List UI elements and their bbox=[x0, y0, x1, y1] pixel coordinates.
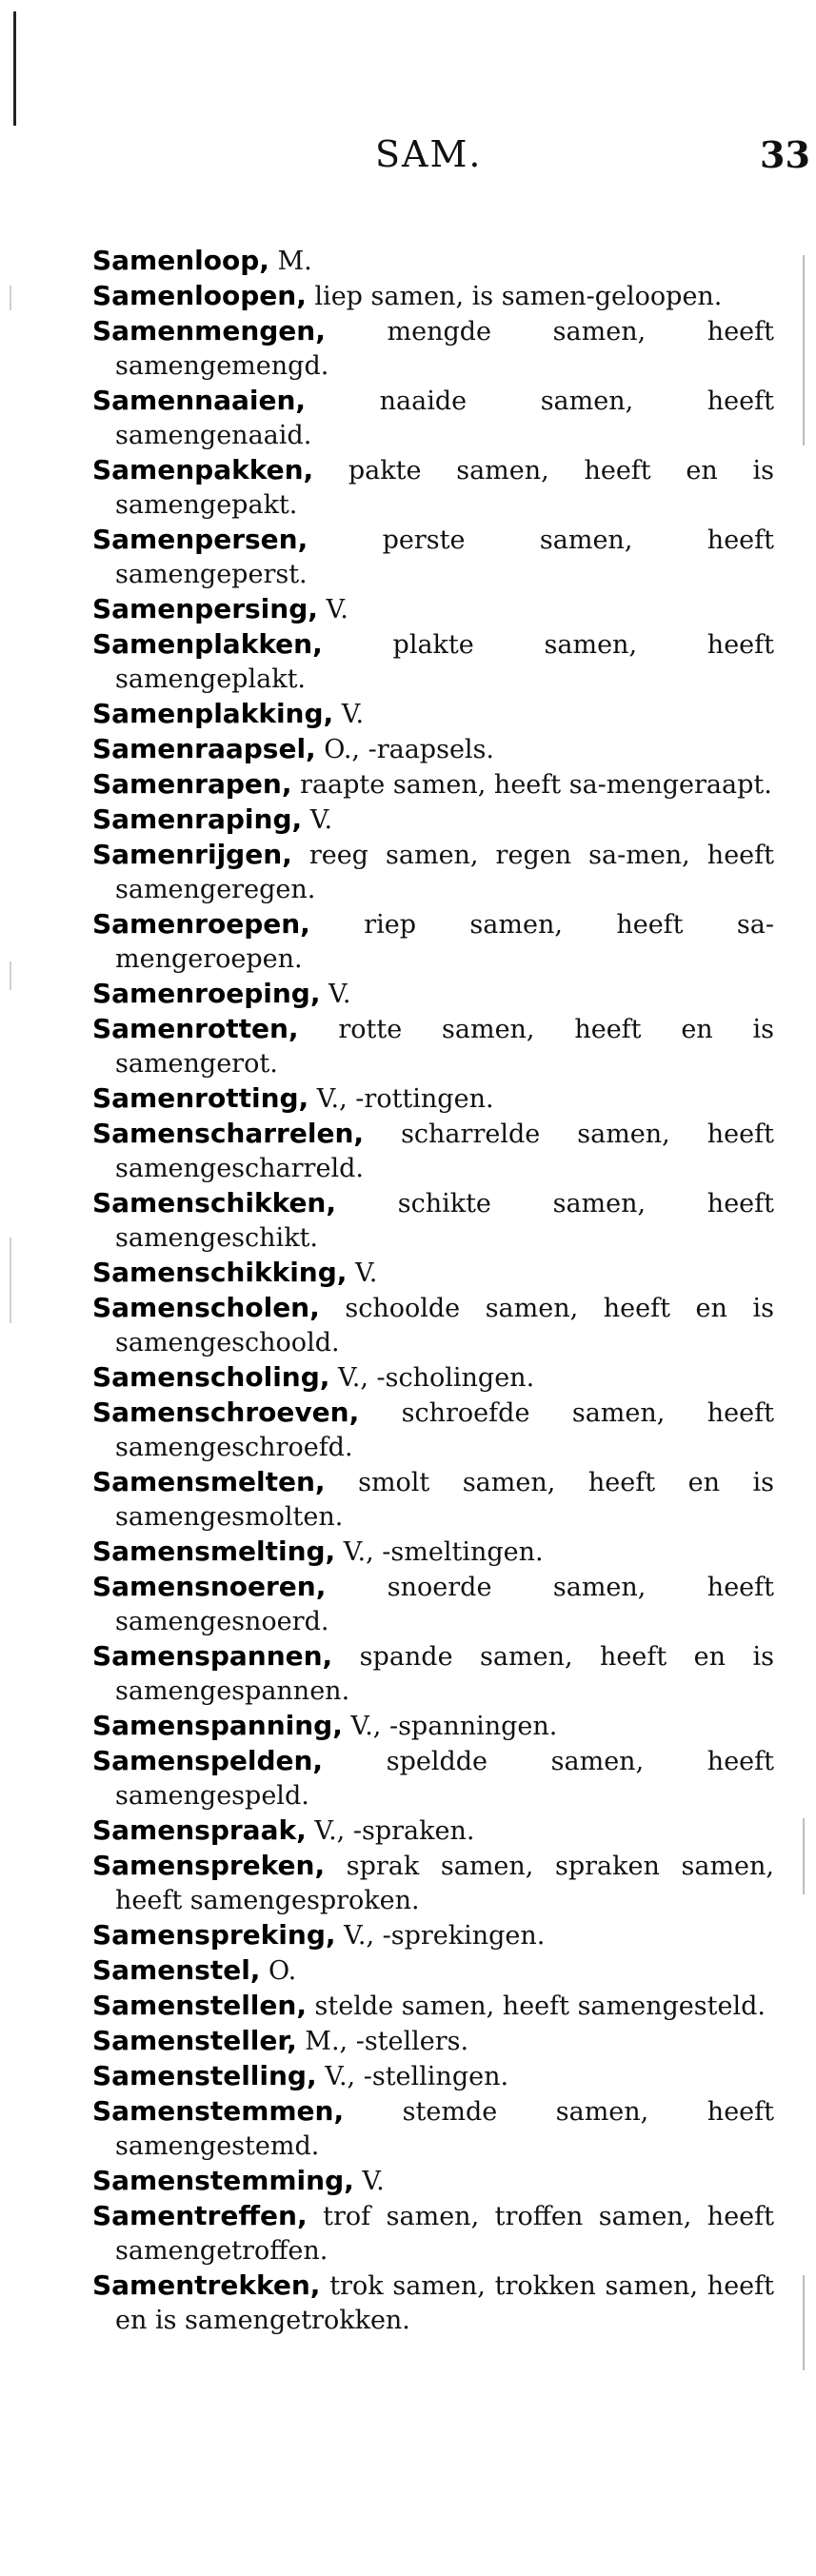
entry-definition: schoolde samen, heeft en is samengeschoold. bbox=[115, 1294, 774, 1357]
dictionary-entry bbox=[92, 907, 774, 977]
dictionary-entry bbox=[92, 1012, 774, 1081]
dictionary-entry bbox=[92, 1744, 774, 1813]
entry-definition: M., -stellers. bbox=[296, 2027, 469, 2056]
headword: Samenroepen, bbox=[92, 908, 310, 940]
entry-definition: raapte samen, heeft sa-mengeraapt. bbox=[291, 770, 772, 800]
headword: Samenrapen, bbox=[92, 768, 292, 800]
headword: Samenschroeven, bbox=[92, 1397, 360, 1428]
headword: Samenloopen, bbox=[92, 280, 307, 311]
headword: Samensmelten, bbox=[92, 1466, 326, 1497]
dictionary-entry bbox=[92, 1535, 774, 1570]
entry-definition: M. bbox=[269, 247, 312, 276]
headword: Samenrotten, bbox=[92, 1013, 299, 1044]
entry-definition: spande samen, heeft en is samengespannen. bbox=[115, 1642, 774, 1706]
entry-definition: schikte samen, heeft samengeschikt. bbox=[115, 1189, 774, 1253]
dictionary-entry bbox=[92, 1117, 774, 1186]
entry-definition: V., -smeltingen. bbox=[335, 1537, 544, 1567]
margin-mark bbox=[10, 961, 11, 990]
dictionary-entry bbox=[92, 2059, 774, 2094]
entry-definition: stemde samen, heeft samengestemd. bbox=[115, 2097, 774, 2161]
entry-definition: scharrelde samen, heeft samengescharreld. bbox=[115, 1120, 774, 1183]
entry-definition: V., -rottingen. bbox=[308, 1084, 494, 1114]
entry-definition: snoerde samen, heeft samengesnoerd. bbox=[115, 1573, 774, 1636]
dictionary-entry bbox=[92, 453, 774, 523]
dictionary-entry bbox=[92, 1256, 774, 1291]
headword: Samenpersing, bbox=[92, 593, 318, 624]
entry-definition: plakte samen, heeft samengeplakt. bbox=[115, 630, 774, 694]
headword: Samensnoeren, bbox=[92, 1571, 327, 1602]
dictionary-entry bbox=[92, 1081, 774, 1117]
entry-definition: V. bbox=[302, 805, 333, 835]
dictionary-entry bbox=[92, 2094, 774, 2164]
headword: Samenroeping, bbox=[92, 978, 321, 1009]
entry-definition: reeg samen, regen sa-men, heeft samengeregen. bbox=[115, 841, 774, 904]
entry-definition: V., -sprekingen. bbox=[335, 1921, 546, 1951]
dictionary-entry bbox=[92, 1186, 774, 1256]
headword: Samenpakken, bbox=[92, 454, 314, 485]
entry-definition: naaide samen, heeft samengenaaid. bbox=[115, 386, 774, 450]
dictionary-entry bbox=[92, 1709, 774, 1744]
entry-definition: O., -raapsels. bbox=[315, 735, 495, 764]
entry-definition: O. bbox=[260, 1956, 297, 1986]
headword: Samenscholen, bbox=[92, 1292, 320, 1323]
dictionary-entry bbox=[92, 314, 774, 384]
dictionary-entry bbox=[92, 2164, 774, 2199]
margin-mark bbox=[10, 1238, 11, 1323]
dictionary-entry bbox=[92, 803, 774, 838]
dictionary-entry bbox=[92, 1291, 774, 1360]
headword: Samenspanning, bbox=[92, 1710, 343, 1741]
headword: Samenplakking, bbox=[92, 698, 334, 729]
entry-definition: V., -spanningen. bbox=[342, 1712, 558, 1741]
entry-definition: rotte samen, heeft en is samengerot. bbox=[115, 1015, 774, 1079]
dictionary-entry bbox=[92, 1360, 774, 1396]
headword: Samenloop, bbox=[92, 245, 269, 276]
dictionary-entry bbox=[92, 523, 774, 592]
dictionary-entry bbox=[92, 1396, 774, 1465]
headword: Samenscharrelen, bbox=[92, 1118, 365, 1149]
headword: Samenstemmen, bbox=[92, 2095, 345, 2127]
entry-definition: stelde samen, heeft samengesteld. bbox=[306, 1991, 766, 2021]
headword: Samenspreking, bbox=[92, 1919, 336, 1951]
entry-definition: V. bbox=[353, 2167, 385, 2196]
dictionary-entry bbox=[92, 2199, 774, 2269]
entry-definition: V., -spraken. bbox=[306, 1816, 475, 1846]
running-head: SAM. bbox=[375, 133, 483, 175]
headword: Samenspraak, bbox=[92, 1814, 307, 1846]
entry-definition: V. bbox=[320, 980, 351, 1009]
entry-definition: trof samen, troffen samen, heeft samengetroffen. bbox=[115, 2202, 774, 2266]
headword: Samenpersen, bbox=[92, 524, 308, 555]
headword: Samenspannen, bbox=[92, 1640, 333, 1672]
entry-definition: V. bbox=[317, 595, 348, 624]
dictionary-entry bbox=[92, 1918, 774, 1953]
dictionary-entry bbox=[92, 1849, 774, 1918]
dictionary-entry bbox=[92, 384, 774, 453]
headword: Samenraping, bbox=[92, 803, 303, 835]
headword: Samenrijgen, bbox=[92, 839, 292, 870]
entry-definition: sprak samen, spraken samen, heeft samengesproken. bbox=[115, 1852, 774, 1915]
left-edge-rule bbox=[13, 11, 16, 126]
dictionary-entry bbox=[92, 1813, 774, 1849]
headword: Samentrekken, bbox=[92, 2269, 321, 2301]
entry-definition: trok samen, trokken samen, heeft en is samengetrokken. bbox=[115, 2271, 774, 2335]
headword: Samenscholing, bbox=[92, 1361, 330, 1393]
margin-mark bbox=[10, 286, 11, 310]
entry-definition: perste samen, heeft samengeperst. bbox=[115, 525, 774, 589]
headword: Samenschikken, bbox=[92, 1187, 337, 1219]
page-header bbox=[0, 133, 816, 190]
entry-definition: V., -scholingen. bbox=[329, 1363, 535, 1393]
headword: Samenspelden, bbox=[92, 1745, 324, 1776]
dictionary-entry bbox=[92, 1639, 774, 1709]
margin-rule bbox=[803, 255, 805, 446]
dictionary-entry bbox=[92, 1953, 774, 1989]
headword: Samennaaien, bbox=[92, 385, 307, 416]
headword: Samenrotting, bbox=[92, 1082, 309, 1114]
margin-rule bbox=[803, 2275, 805, 2370]
entry-definition: smolt samen, heeft en is samengesmolten. bbox=[115, 1468, 774, 1532]
headword: Samenmengen, bbox=[92, 315, 326, 347]
entry-definition: speldde samen, heeft samengespeld. bbox=[115, 1747, 774, 1811]
dictionary-entry bbox=[92, 1570, 774, 1639]
margin-rule bbox=[803, 1818, 805, 1894]
entry-definition: schroefde samen, heeft samengeschroefd. bbox=[115, 1398, 774, 1462]
entry-definition: V., -stellingen. bbox=[316, 2062, 509, 2091]
headword: Samenschikking, bbox=[92, 1257, 348, 1288]
headword: Samenraapsel, bbox=[92, 733, 316, 764]
dictionary-entry bbox=[92, 838, 774, 907]
headword: Samentreffen, bbox=[92, 2200, 308, 2231]
entry-definition: V. bbox=[333, 700, 365, 729]
dictionary-entry bbox=[92, 244, 774, 279]
entry-definition: liep samen, is samen-geloopen. bbox=[306, 282, 723, 311]
entry-definition: mengde samen, heeft samengemengd. bbox=[115, 317, 774, 381]
dictionary-entry bbox=[92, 1465, 774, 1535]
dictionary-entry bbox=[92, 767, 774, 803]
dictionary-entry bbox=[92, 732, 774, 767]
headword: Samenstemming, bbox=[92, 2165, 354, 2196]
page-number: 33 bbox=[760, 133, 810, 176]
headword: Samensmelting, bbox=[92, 1536, 336, 1567]
headword: Samensteller, bbox=[92, 2025, 297, 2056]
dictionary-entry bbox=[92, 279, 774, 314]
dictionary-entry bbox=[92, 977, 774, 1012]
entry-definition: V. bbox=[347, 1258, 378, 1288]
headword: Samenstellen, bbox=[92, 1990, 307, 2021]
dictionary-entry bbox=[92, 592, 774, 627]
dictionary-entry bbox=[92, 697, 774, 732]
headword: Samenplakken, bbox=[92, 628, 323, 660]
dictionary-entry bbox=[92, 627, 774, 697]
dictionary-entry bbox=[92, 2269, 774, 2338]
dictionary-entry bbox=[92, 1989, 774, 2024]
headword: Samenstel, bbox=[92, 1954, 261, 1986]
entry-definition: riep samen, heeft sa-mengeroepen. bbox=[115, 910, 774, 974]
headword: Samenstelling, bbox=[92, 2060, 317, 2091]
dictionary-entry bbox=[92, 2024, 774, 2059]
dictionary-entry-list bbox=[92, 244, 774, 2338]
headword: Samenspreken, bbox=[92, 1850, 326, 1881]
entry-definition: pakte samen, heeft en is samengepakt. bbox=[115, 456, 774, 520]
